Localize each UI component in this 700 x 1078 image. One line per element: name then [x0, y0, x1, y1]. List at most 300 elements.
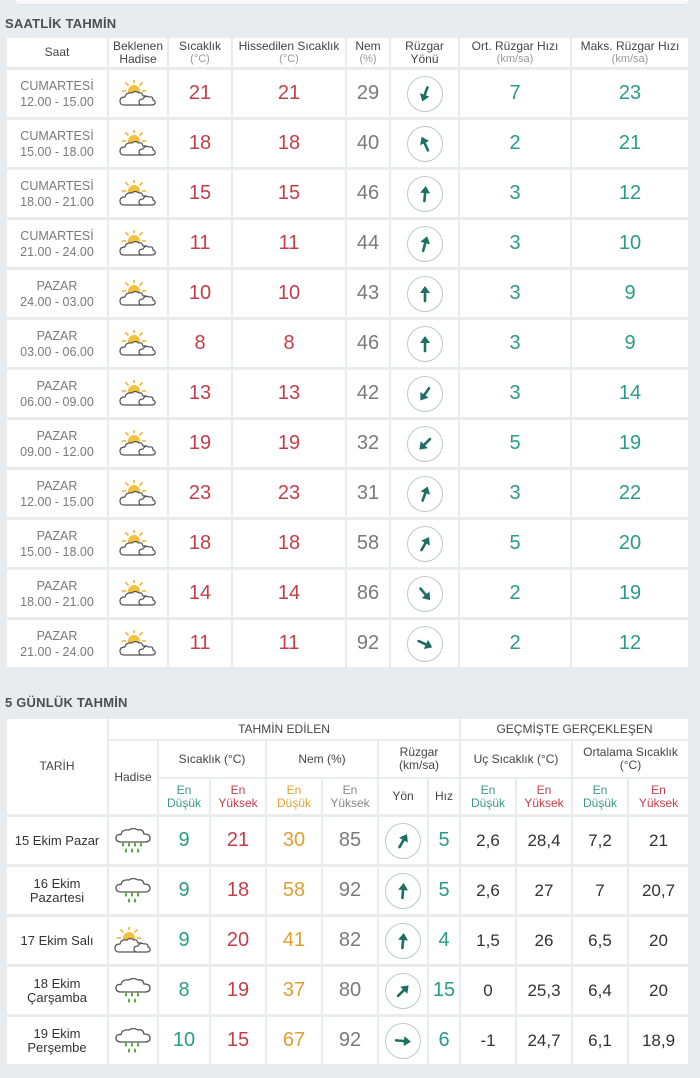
row-date-cell	[7, 967, 107, 1014]
row-event-cell	[109, 867, 157, 914]
wind-arrow-icon	[412, 81, 438, 107]
row-extreme-low-cell	[461, 867, 515, 914]
row-time-range: 21.00 - 24.00	[20, 644, 94, 659]
row-avg-wind-cell	[460, 120, 570, 167]
temp-low-value: 10	[172, 1029, 196, 1051]
partly-sunny-icon	[118, 80, 158, 108]
row-time-range: 18.00 - 21.00	[20, 194, 94, 209]
subheader-wind-speed-label: Hız	[435, 789, 453, 803]
wind-arrow-icon	[415, 284, 435, 304]
row-humidity-low-cell	[267, 817, 321, 864]
average-high-value: 20	[649, 980, 668, 1000]
row-event-cell	[109, 1017, 157, 1064]
humidity-low-value: 30	[282, 829, 306, 851]
row-time-range: 03.00 - 06.00	[20, 344, 94, 359]
row-humidity-high-cell	[323, 817, 377, 864]
row-feels-cell	[233, 70, 345, 117]
row-temp-high-cell	[211, 917, 265, 964]
header-temp-label: Sıcaklık (°C)	[178, 751, 246, 766]
subheader-extreme-low-line: Düşük	[470, 795, 505, 810]
row-humidity-cell	[347, 270, 389, 317]
row-extreme-low-cell	[461, 967, 515, 1014]
top-bar	[16, 0, 688, 5]
row-wind-speed-cell	[429, 917, 459, 964]
row-temp-cell	[169, 520, 231, 567]
temp-high-value: 19	[226, 979, 250, 1001]
row-avg-wind-cell	[460, 170, 570, 217]
row-time-range: 24.00 - 03.00	[20, 294, 94, 309]
wind-direction-indicator	[385, 823, 421, 859]
partly-sunny-icon	[118, 380, 158, 408]
wind-direction-indicator	[407, 226, 443, 262]
temp-high-value: 20	[226, 929, 250, 951]
extreme-low-value: -1	[480, 1030, 496, 1050]
wind-direction-indicator	[385, 1023, 421, 1059]
wind-direction-indicator	[385, 923, 421, 959]
max-wind-value: 10	[618, 232, 642, 254]
row-feels-cell	[233, 570, 345, 617]
row-time-cell	[7, 420, 107, 467]
row-temp-cell	[169, 170, 231, 217]
humidity-high-value: 92	[338, 879, 362, 901]
wind-direction-indicator	[407, 626, 443, 662]
row-temp-high-cell	[211, 967, 265, 1014]
extreme-high-value: 27	[534, 880, 554, 900]
feels-like-value: 10	[277, 282, 301, 304]
subheader-extreme-high	[517, 779, 571, 814]
partly-sunny-icon	[118, 280, 158, 308]
subheader-temp-high-line: En	[230, 782, 246, 797]
row-temp-low-cell	[159, 1017, 209, 1064]
header-max-wind	[572, 38, 688, 67]
subheader-temp-high	[211, 779, 265, 814]
subheader-average-high-line: Yüksek	[638, 795, 679, 810]
row-temp-cell	[169, 70, 231, 117]
rain-icon	[113, 827, 153, 855]
row-date: Perşembe	[27, 1039, 87, 1055]
subheader-average-low	[573, 779, 627, 814]
max-wind-value: 22	[618, 482, 642, 504]
subheader-extreme-high-line: En	[536, 782, 552, 797]
hourly-section-title: SAATLİK TAHMİN	[5, 16, 117, 31]
row-feels-cell	[233, 470, 345, 517]
row-event-cell	[109, 620, 167, 667]
row-max-wind-cell	[572, 220, 688, 267]
subheader-wind-dir-label: Yön	[392, 789, 414, 803]
humidity-value: 29	[356, 82, 380, 104]
row-avg-wind-cell	[460, 270, 570, 317]
row-date: 17 Ekim Salı	[20, 932, 94, 948]
row-avg-wind-cell	[460, 470, 570, 517]
header-time	[7, 38, 107, 67]
row-max-wind-cell	[572, 470, 688, 517]
partly-sunny-icon	[118, 530, 158, 558]
row-max-wind-cell	[572, 420, 688, 467]
header-wind-direction-line: Rüzgar	[405, 38, 444, 53]
wind-direction-indicator	[407, 576, 443, 612]
max-wind-value: 20	[618, 532, 642, 554]
row-time-range: 06.00 - 09.00	[20, 394, 94, 409]
row-temp-low-cell	[159, 917, 209, 964]
row-wind-dir-cell	[391, 520, 458, 567]
row-time-cell	[7, 120, 107, 167]
header-humidity-label: Nem (%)	[298, 751, 346, 766]
row-avg-wind-cell	[460, 220, 570, 267]
wind-arrow-icon	[410, 429, 438, 457]
row-event-cell	[109, 120, 167, 167]
wind-speed-value: 4	[438, 929, 450, 951]
row-time-cell	[7, 620, 107, 667]
row-max-wind-cell	[572, 620, 688, 667]
header-date-label: TARİH	[39, 759, 75, 773]
wind-direction-indicator	[407, 476, 443, 512]
header-date	[7, 719, 107, 814]
row-average-high-cell	[629, 1017, 688, 1064]
max-wind-value: 19	[618, 432, 642, 454]
row-event-cell	[109, 420, 167, 467]
row-date: Çarşamba	[27, 989, 87, 1005]
avg-wind-value: 3	[509, 282, 521, 304]
row-humidity-cell	[347, 570, 389, 617]
extreme-low-value: 2,6	[476, 830, 500, 850]
row-day: CUMARTESİ	[20, 128, 94, 143]
subheader-humidity-high-line: En	[342, 782, 358, 797]
row-humidity-high-cell	[323, 1017, 377, 1064]
temp-low-value: 9	[178, 829, 190, 851]
light-rain-icon	[113, 1027, 153, 1055]
row-feels-cell	[233, 420, 345, 467]
header-event	[109, 38, 167, 67]
partly-sunny-icon	[118, 630, 158, 658]
temperature-value: 15	[188, 182, 212, 204]
feels-like-value: 11	[278, 632, 300, 654]
subheader-humidity-high	[323, 779, 377, 814]
average-low-value: 7	[595, 880, 605, 900]
avg-wind-value: 3	[509, 182, 521, 204]
feels-like-value: 8	[283, 332, 295, 354]
temp-high-value: 21	[226, 829, 250, 851]
row-day: CUMARTESİ	[20, 228, 94, 243]
row-avg-wind-cell	[460, 520, 570, 567]
humidity-high-value: 85	[338, 829, 362, 851]
humidity-low-value: 41	[282, 929, 306, 951]
row-event-cell	[109, 70, 167, 117]
row-wind-speed-cell	[429, 967, 459, 1014]
row-time-cell	[7, 70, 107, 117]
wind-arrow-icon	[412, 231, 436, 255]
average-high-value: 20,7	[641, 880, 676, 900]
row-feels-cell	[233, 520, 345, 567]
row-max-wind-cell	[572, 520, 688, 567]
header-humidity	[267, 741, 377, 777]
row-time-range: 18.00 - 21.00	[20, 594, 94, 609]
row-day: PAZAR	[36, 628, 78, 643]
row-feels-cell	[233, 220, 345, 267]
row-average-low-cell	[573, 917, 627, 964]
wind-direction-indicator	[407, 176, 443, 212]
row-event-cell	[109, 270, 167, 317]
row-day: PAZAR	[36, 428, 78, 443]
wind-direction-indicator	[407, 76, 443, 112]
row-day: PAZAR	[36, 378, 78, 393]
feels-like-value: 15	[277, 182, 301, 204]
row-temp-high-cell	[211, 867, 265, 914]
avg-wind-value: 3	[509, 232, 521, 254]
header-avg-wind-line: (km/sa)	[496, 52, 534, 65]
row-humidity-cell	[347, 120, 389, 167]
row-time-cell	[7, 170, 107, 217]
row-day: PAZAR	[36, 328, 78, 343]
feels-like-value: 19	[277, 432, 301, 454]
header-average-line: (°C)	[619, 758, 642, 772]
extreme-high-value: 24,7	[527, 1030, 561, 1050]
row-extreme-high-cell	[517, 917, 571, 964]
feels-like-value: 18	[277, 132, 301, 154]
row-temp-cell	[169, 220, 231, 267]
header-past-group: GEÇMİŞTE GERÇEKLEŞEN	[461, 719, 688, 739]
row-wind-dir-cell	[391, 220, 458, 267]
light-rain-icon	[113, 877, 153, 905]
row-temp-cell	[169, 570, 231, 617]
wind-speed-value: 5	[438, 879, 450, 901]
header-wind-direction-line: Yönü	[410, 51, 439, 66]
row-average-high-cell	[629, 967, 688, 1014]
row-temp-high-cell	[211, 817, 265, 864]
row-time-range: 09.00 - 12.00	[20, 444, 94, 459]
wind-arrow-icon	[414, 183, 436, 205]
extreme-low-value: 0	[483, 980, 493, 1000]
row-temp-cell	[169, 620, 231, 667]
row-max-wind-cell	[572, 170, 688, 217]
row-date-cell	[7, 917, 107, 964]
wind-arrow-icon	[410, 579, 438, 607]
row-date: 19 Ekim	[33, 1025, 81, 1041]
row-date: 18 Ekim	[33, 975, 81, 991]
subheader-average-low-line: En	[592, 782, 608, 797]
max-wind-value: 21	[618, 132, 642, 154]
row-wind-dir-cell	[391, 70, 458, 117]
row-wind-dir-cell	[379, 917, 427, 964]
row-extreme-high-cell	[517, 867, 571, 914]
wind-arrow-icon	[389, 976, 417, 1004]
header-avg-wind	[460, 38, 570, 67]
row-temp-cell	[169, 370, 231, 417]
row-wind-dir-cell	[391, 470, 458, 517]
header-wind	[379, 741, 459, 777]
row-humidity-cell	[347, 520, 389, 567]
avg-wind-value: 2	[509, 582, 521, 604]
temp-low-value: 9	[178, 929, 190, 951]
row-wind-dir-cell	[391, 370, 458, 417]
header-max-wind-line: Maks. Rüzgar Hızı	[580, 38, 680, 53]
subheader-average-low-line: Düşük	[582, 795, 617, 810]
row-time-cell	[7, 220, 107, 267]
row-time-range: 12.00 - 15.00	[20, 94, 94, 109]
temp-high-value: 15	[226, 1029, 250, 1051]
wind-arrow-icon	[411, 130, 438, 157]
header-extreme	[461, 741, 571, 777]
row-max-wind-cell	[572, 70, 688, 117]
row-date-cell	[7, 1017, 107, 1064]
temperature-value: 18	[188, 132, 212, 154]
row-date-cell	[7, 867, 107, 914]
row-humidity-cell	[347, 220, 389, 267]
row-humidity-low-cell	[267, 967, 321, 1014]
header-avg-wind-line: Ort. Rüzgar Hızı	[471, 38, 559, 53]
header-average-line: Ortalama Sıcaklık	[583, 745, 678, 759]
subheader-wind-speed	[429, 779, 459, 814]
row-average-high-cell	[629, 917, 688, 964]
subheader-humidity-high-line: Yüksek	[330, 795, 370, 810]
row-feels-cell	[233, 620, 345, 667]
wind-arrow-icon	[411, 380, 439, 408]
average-low-value: 6,1	[588, 1030, 612, 1050]
row-event-cell	[109, 170, 167, 217]
row-humidity-high-cell	[323, 917, 377, 964]
row-extreme-high-cell	[517, 967, 571, 1014]
feels-like-value: 23	[277, 482, 301, 504]
average-low-value: 7,2	[588, 830, 612, 850]
header-feels-like-line: (°C)	[279, 52, 299, 65]
wind-arrow-icon	[392, 930, 414, 952]
row-average-high-cell	[629, 867, 688, 914]
temperature-value: 11	[189, 632, 211, 654]
partly-sunny-icon	[118, 430, 158, 458]
temperature-value: 13	[188, 382, 212, 404]
humidity-value: 32	[356, 432, 380, 454]
row-wind-dir-cell	[391, 320, 458, 367]
row-humidity-low-cell	[267, 867, 321, 914]
header-temp	[169, 38, 231, 67]
row-humidity-cell	[347, 170, 389, 217]
row-time-cell	[7, 520, 107, 567]
partly-sunny-icon	[118, 180, 158, 208]
row-max-wind-cell	[572, 570, 688, 617]
header-feels-like-line: Hissedilen Sıcaklık	[238, 38, 340, 53]
humidity-low-value: 67	[282, 1029, 306, 1051]
row-event-cell	[109, 917, 157, 964]
row-wind-speed-cell	[429, 1017, 459, 1064]
max-wind-value: 19	[618, 582, 642, 604]
header-event	[109, 741, 157, 814]
row-time-range: 15.00 - 18.00	[20, 144, 94, 159]
extreme-low-value: 2,6	[476, 880, 500, 900]
max-wind-value: 9	[624, 332, 636, 354]
partly-sunny-icon	[118, 580, 158, 608]
header-forecast-group: TAHMİN EDİLEN	[109, 719, 459, 739]
row-average-low-cell	[573, 967, 627, 1014]
temperature-value: 10	[188, 282, 212, 304]
avg-wind-value: 2	[509, 132, 521, 154]
row-event-cell	[109, 520, 167, 567]
wind-direction-indicator	[407, 276, 443, 312]
row-humidity-low-cell	[267, 917, 321, 964]
row-wind-speed-cell	[429, 817, 459, 864]
row-time-range: 15.00 - 18.00	[20, 544, 94, 559]
row-day: CUMARTESİ	[20, 78, 94, 93]
subheader-temp-low	[159, 779, 209, 814]
row-extreme-high-cell	[517, 817, 571, 864]
wind-direction-indicator	[407, 126, 443, 162]
average-low-value: 6,4	[588, 980, 612, 1000]
header-temp-line: (°C)	[190, 52, 210, 65]
humidity-value: 44	[356, 232, 380, 254]
row-event-cell	[109, 570, 167, 617]
wind-arrow-icon	[415, 334, 435, 354]
wind-direction-indicator	[407, 526, 443, 562]
row-humidity-cell	[347, 370, 389, 417]
avg-wind-value: 5	[509, 532, 521, 554]
temperature-value: 14	[188, 582, 212, 604]
humidity-value: 31	[356, 482, 380, 504]
row-humidity-cell	[347, 470, 389, 517]
temperature-value: 23	[188, 482, 212, 504]
row-humidity-high-cell	[323, 967, 377, 1014]
row-day: PAZAR	[36, 578, 78, 593]
avg-wind-value: 3	[509, 482, 521, 504]
row-max-wind-cell	[572, 120, 688, 167]
humidity-low-value: 58	[282, 879, 306, 901]
avg-wind-value: 3	[509, 332, 521, 354]
average-high-value: 18,9	[641, 1030, 676, 1050]
average-high-value: 20	[649, 930, 668, 950]
subheader-humidity-low-line: En	[286, 782, 302, 797]
row-feels-cell	[233, 320, 345, 367]
row-temp-cell	[169, 270, 231, 317]
row-feels-cell	[233, 370, 345, 417]
header-wind-line: Rüzgar	[399, 745, 439, 759]
row-avg-wind-cell	[460, 620, 570, 667]
header-humidity	[347, 38, 389, 67]
subheader-temp-high-line: Yüksek	[218, 795, 258, 810]
row-wind-dir-cell	[391, 570, 458, 617]
wind-arrow-icon	[412, 481, 438, 507]
temperature-value: 19	[188, 432, 212, 454]
row-event-cell	[109, 470, 167, 517]
partly-sunny-icon	[113, 927, 153, 955]
humidity-value: 43	[356, 282, 380, 304]
subheader-extreme-low	[461, 779, 515, 814]
wind-arrow-icon	[411, 630, 438, 657]
header-time-line: Saat	[44, 45, 70, 59]
row-wind-dir-cell	[379, 1017, 427, 1064]
humidity-low-value: 37	[282, 979, 306, 1001]
row-feels-cell	[233, 170, 345, 217]
row-avg-wind-cell	[460, 420, 570, 467]
wind-arrow-icon	[411, 530, 438, 557]
humidity-high-value: 80	[338, 979, 362, 1001]
row-wind-dir-cell	[379, 967, 427, 1014]
row-date: 15 Ekim Pazar	[14, 832, 100, 848]
row-avg-wind-cell	[460, 320, 570, 367]
wind-speed-value: 5	[438, 829, 450, 851]
row-time-range: 12.00 - 15.00	[20, 494, 94, 509]
wind-direction-indicator	[385, 873, 421, 909]
row-avg-wind-cell	[460, 570, 570, 617]
humidity-value: 92	[356, 632, 380, 654]
wind-arrow-icon	[392, 880, 414, 902]
row-humidity-cell	[347, 620, 389, 667]
row-date: Pazartesi	[29, 889, 85, 905]
subheader-temp-low-line: En	[176, 782, 192, 797]
row-temp-cell	[169, 120, 231, 167]
feels-like-value: 21	[277, 82, 301, 104]
temp-low-value: 9	[178, 879, 190, 901]
row-humidity-cell	[347, 320, 389, 367]
row-avg-wind-cell	[460, 70, 570, 117]
header-max-wind-line: (km/sa)	[611, 52, 649, 65]
row-event-cell	[109, 220, 167, 267]
